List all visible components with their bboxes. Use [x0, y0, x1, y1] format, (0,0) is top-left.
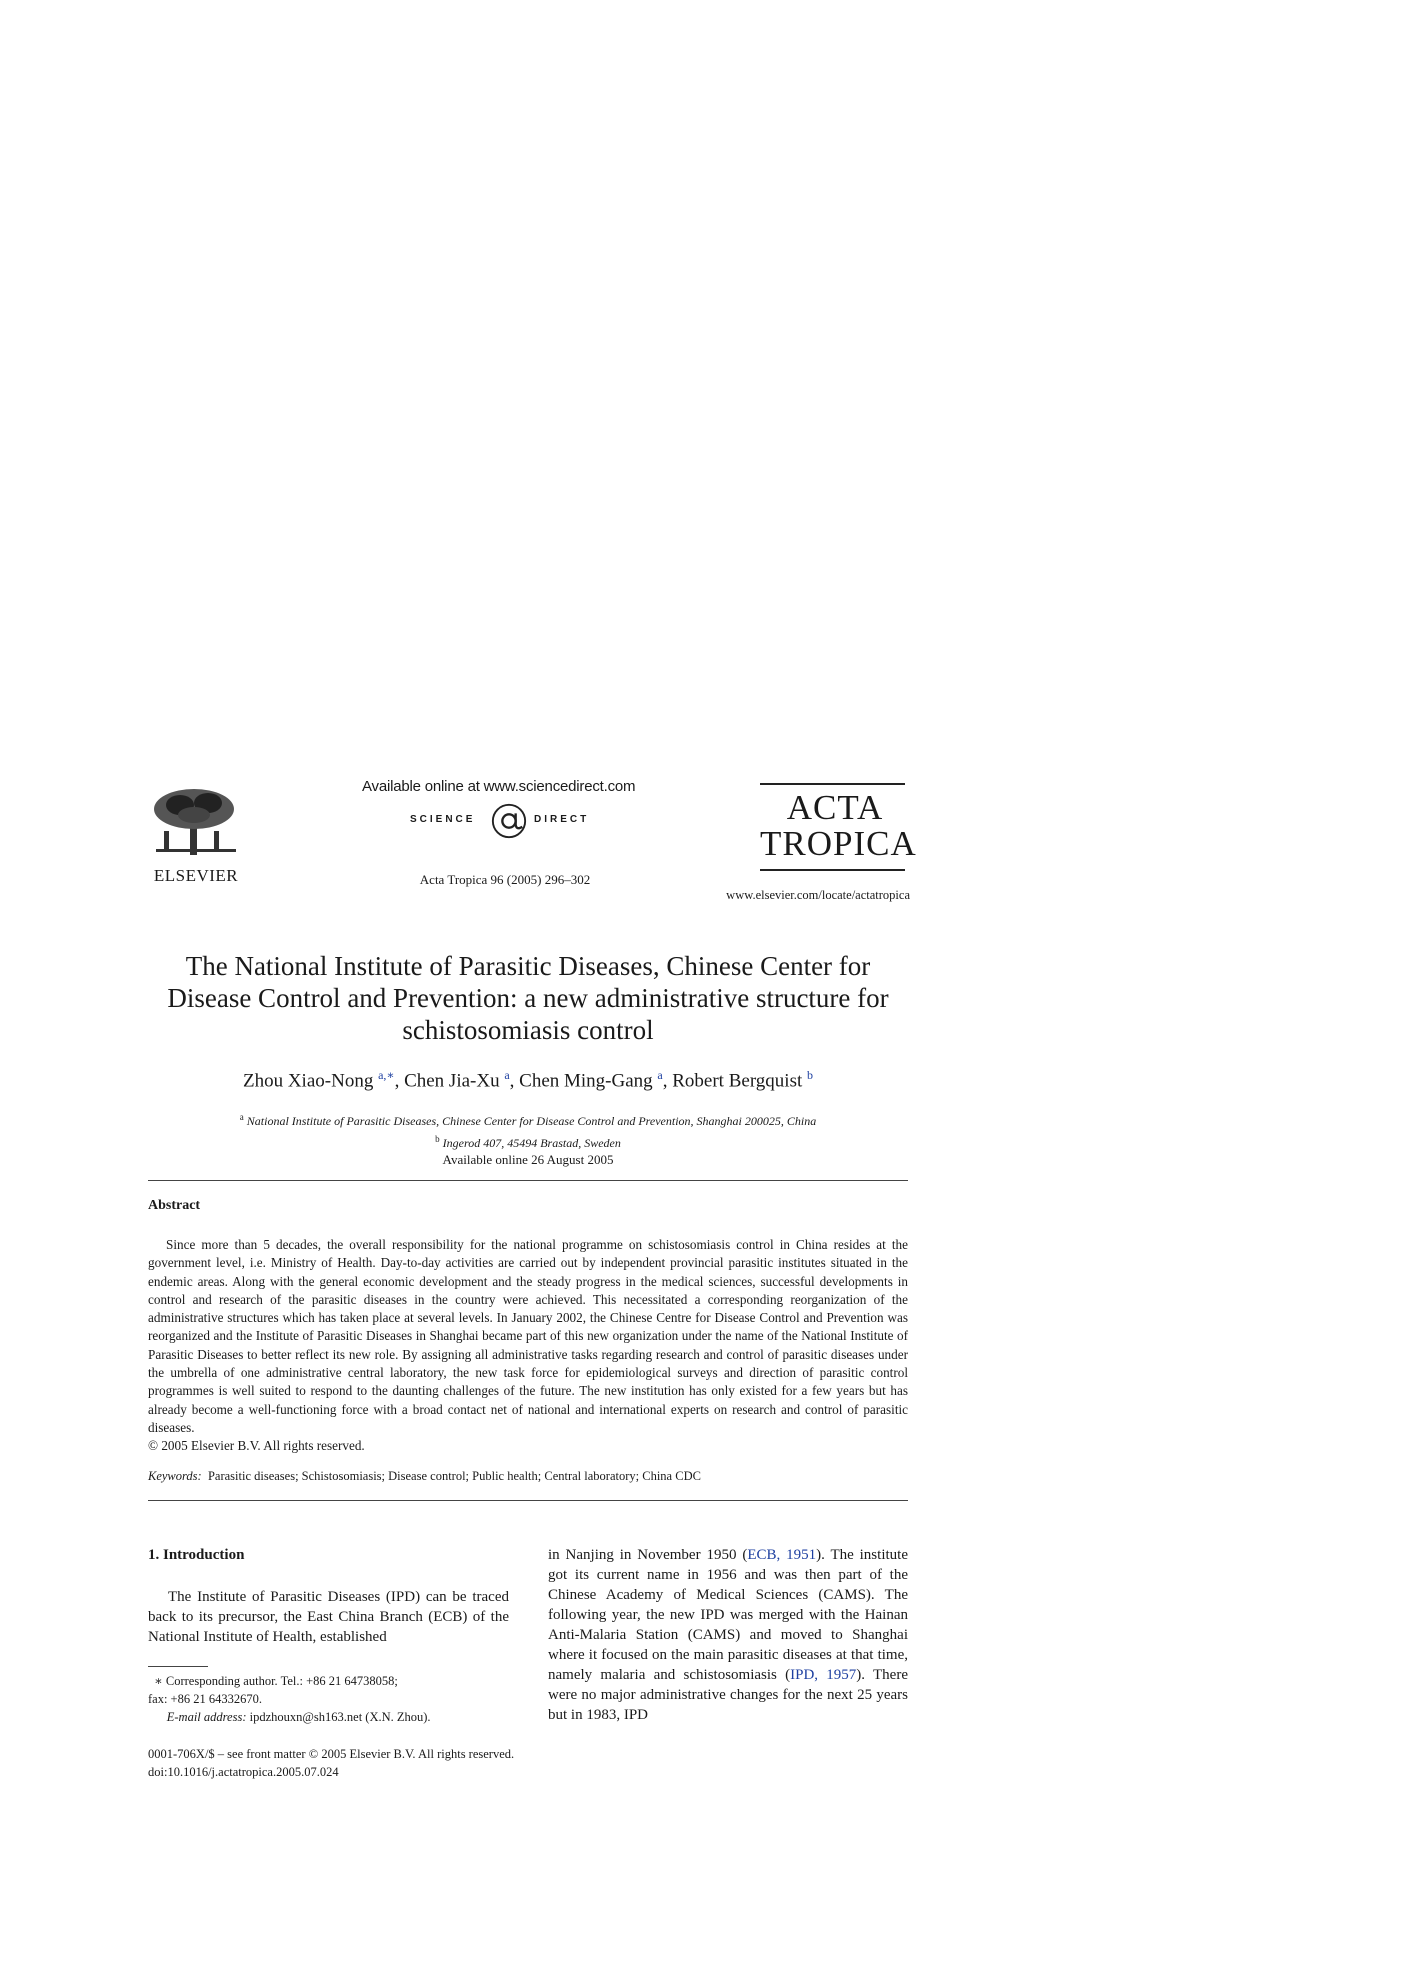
author-name: Zhou Xiao-Nong	[242, 1070, 374, 1092]
publisher-name: ELSEVIER	[153, 866, 239, 885]
affiliation-a	[148, 1108, 908, 1130]
footnote-rule	[148, 1666, 208, 1667]
journal-reference: Acta Tropica 96 (2005) 296–302	[419, 872, 591, 887]
journal-title-rule-bottom	[760, 869, 905, 871]
sd-logo-right-word: DIRECT	[534, 814, 590, 825]
intro-paragraph-left: The Institute of Parasitic Diseases (IPD) can be traced back to its precursor, the East China Branch (ECB) of the National Institute of Health, established	[148, 1589, 509, 1645]
author-name: Chen Jia-Xu	[404, 1070, 500, 1092]
abstract-bottom-rule	[148, 1500, 908, 1501]
keywords	[148, 1469, 908, 1484]
author-separator: ,	[662, 1070, 673, 1092]
doi-line[interactable]: doi:10.1016/j.actatropica.2005.07.024	[148, 1765, 339, 1779]
affiliation-text: National Institute of Parasitic Diseases, Chinese Center for Disease Control and Prevention, Shanghai 200025, China	[246, 1114, 817, 1128]
abstract-body	[148, 1236, 908, 1456]
affiliation-mark: a	[239, 1112, 244, 1122]
citation-link-ipd[interactable]: IPD, 1957	[790, 1667, 857, 1683]
author-affiliation-link[interactable]: a,∗	[378, 1068, 395, 1082]
footnote-phone: Corresponding author. Tel.: +86 21 64738058;	[162, 1674, 398, 1688]
email-label: E-mail address:	[166, 1710, 247, 1724]
author-affiliation-link[interactable]: a	[504, 1068, 510, 1082]
sd-logo-left-word: SCIENCE	[410, 814, 476, 825]
paragraph-text: ). There were no major administrative changes for the next 25 years but in 1983, IPD	[548, 1667, 908, 1723]
section-heading-introduction: 1. Introduction	[148, 1547, 245, 1563]
footnote-line1	[148, 1672, 509, 1690]
sciencedirect-logo	[410, 802, 620, 842]
elsevier-tree-logo	[150, 787, 240, 859]
right-column	[548, 1545, 908, 1725]
abstract-heading: Abstract	[148, 1198, 201, 1213]
author-name: Chen Ming-Gang	[519, 1070, 653, 1092]
author-separator: ,	[394, 1070, 405, 1092]
paragraph-text: in Nanjing in November 1950 (	[548, 1547, 748, 1563]
intro-paragraph-right	[548, 1545, 908, 1725]
journal-title	[760, 788, 917, 863]
author-separator: ,	[509, 1070, 520, 1092]
author-affiliation-link[interactable]: b	[807, 1068, 814, 1082]
available-online-date: Available online 26 August 2005	[442, 1152, 614, 1167]
left-column	[148, 1545, 509, 1647]
front-matter	[148, 1745, 648, 1781]
abstract-text: Since more than 5 decades, the overall responsibility for the national programme on schistosomiasis control in China resides at the government level, i.e. Ministry of Health. Day-to-day activities are carried out by independent provincial parasitic institutes situated in the endemic areas. Along with the general economic development and the steady progress in the medical sciences, successful developments in control and research of the parasitic diseases in the country were achieved. This necessitated a corresponding reorganization of the administrative structures which has taken place at several levels. In January 2002, the Chinese Centre for Disease Control and Prevention was reorganized and the Institute of Parasitic Diseases in Shanghai became part of this new organization under the name of the National Institute of Parasitic Diseases to better reflect its new role. By assigning all administrative tasks regarding research and control of parasitic diseases under the umbrella of one administrative central laboratory, the new task force for epidemiological surveys and direction of parasitic control programmes is well suited to respond to the daunting challenges of the future. The new institution has only existed for a few years but has already become a well-functioning force with a broad contact net of national and international experts on research and control of parasitic diseases.	[148, 1237, 908, 1435]
at-sign-icon	[490, 802, 528, 840]
affiliation-text: Ingerod 407, 45494 Brastad, Sweden	[442, 1136, 621, 1150]
journal-title-line2: TROPICA	[760, 824, 917, 863]
footnote-fax: fax: +86 21 64332670.	[148, 1692, 262, 1706]
citation-link-ecb[interactable]: ECB, 1951	[747, 1547, 817, 1563]
article-title: The National Institute of Parasitic Diseases, Chinese Center for Disease Control and Prevention: a new administrative structure for schistosomiasis control	[167, 951, 889, 1045]
journal-title-rule-top	[760, 783, 905, 785]
journal-url-link[interactable]: www.elsevier.com/locate/actatropica	[726, 888, 910, 902]
author-list	[148, 1068, 908, 1092]
author-affiliation-link[interactable]: a	[657, 1068, 663, 1082]
footnote-mark: ∗	[154, 1674, 163, 1688]
issn-line: 0001-706X/$ – see front matter © 2005 Elsevier B.V. All rights reserved.	[148, 1747, 515, 1761]
keywords-list: Parasitic diseases; Schistosomiasis; Disease control; Public health; Central laboratory; China CDC	[207, 1469, 701, 1483]
journal-title-line1: ACTA	[786, 788, 884, 827]
affiliation-mark: b	[435, 1134, 440, 1144]
author-name: Robert Bergquist	[672, 1070, 803, 1092]
email-value[interactable]: ipdzhouxn@sh163.net (X.N. Zhou).	[246, 1710, 431, 1724]
paragraph-text: ). The institute got its current name in 1956 and was then part of the Chinese Academy of Medical Sciences (CAMS). The following year, the new IPD was merged with the Hainan Anti-Malaria Station (CAMS) and moved to Shanghai where it focused on the main parasitic diseases at that time, namely malaria and schistosomiasis (	[548, 1547, 908, 1683]
abstract-top-rule	[148, 1180, 908, 1181]
affiliation-b	[148, 1130, 908, 1152]
corresponding-author-footnote	[148, 1672, 509, 1726]
abstract-copyright: © 2005 Elsevier B.V. All rights reserved.	[148, 1438, 365, 1454]
footnote-email	[148, 1708, 509, 1726]
keywords-label: Keywords:	[148, 1469, 202, 1483]
affiliations	[148, 1108, 908, 1152]
sciencedirect-availability[interactable]: Available online at www.sciencedirect.com	[362, 778, 636, 795]
